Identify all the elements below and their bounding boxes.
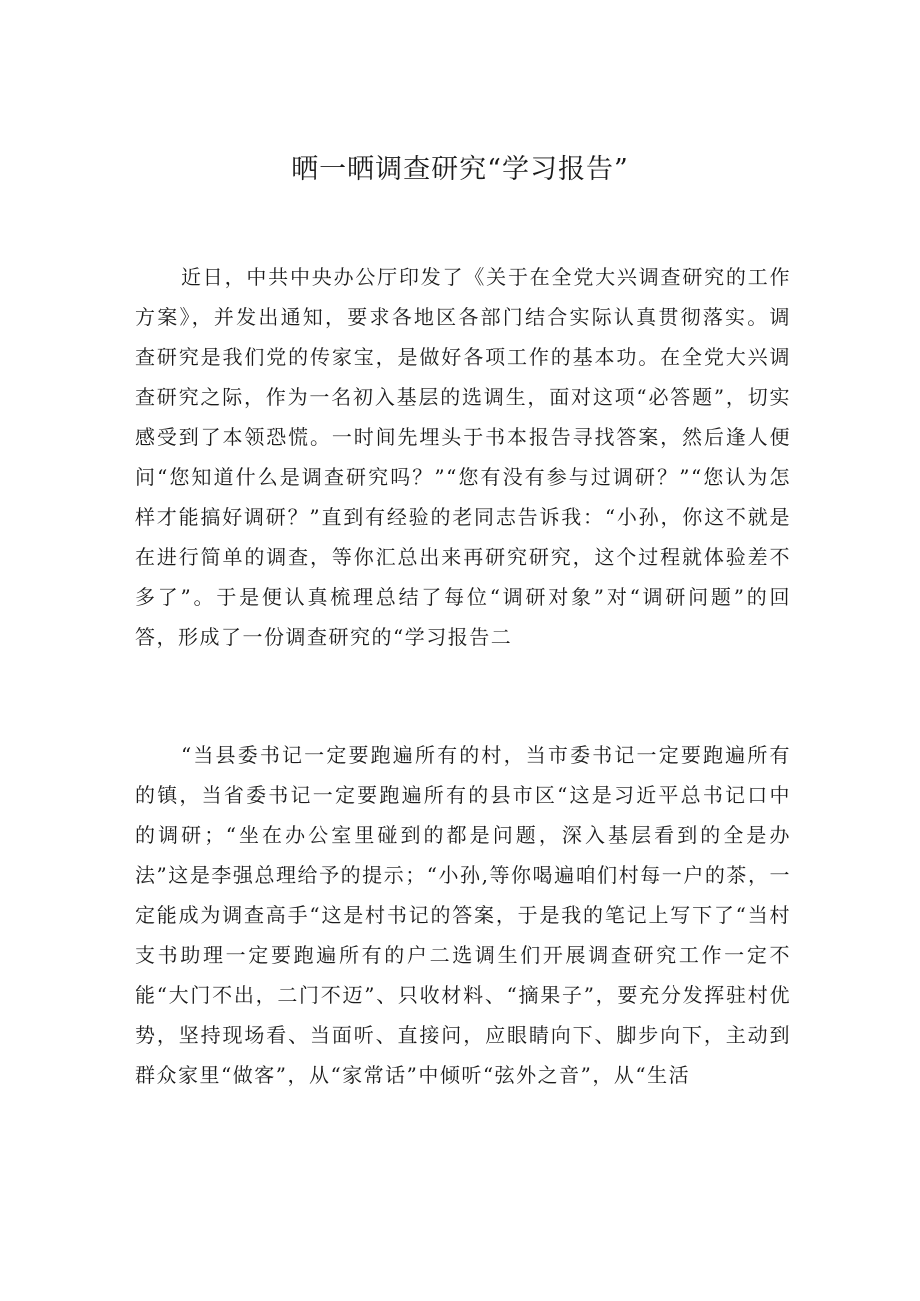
document-title: 晒一晒调查研究“学习报告” bbox=[291, 154, 629, 185]
body-paragraph-2: “当县委书记一定要跑遍所有的村，当市委书记一定要跑遍所有的镇，当省委书记一定要跑遍所有的县市区“这是习近平总书记口中的调研；“坐在办公室里碰到的都是问题，深入基层看到的全是办法”这是李强总理给予的提示；“小孙,等你喝遍咱们村每一户的茶，一定能成为调查高手“这是村书记的答案，于是我的笔记上写下了“当村支书助理一定要跑遍所有的户二选调生们开展调查研究工作一定不能“大门不出，二门不迈”、只收材料、“摘果子”，要充分发挥驻村优势，坚持现场看、当面听、直接问，应眼睛向下、脚步向下，主动到群众家里“做客”，从“家常话”中倾听“弦外之音”，从“生活 bbox=[135, 743, 791, 1087]
body-paragraph-1: 近日，中共中央办公厅印发了《关于在全党大兴调查研究的工作方案》，并发出通知，要求各地区各部门结合实际认真贯彻落实。调查研究是我们党的传家宝，是做好各项工作的基本功。在全党大兴调查研究之际，作为一名初入基层的选调生，面对这项“必答题”，切实感受到了本领恐慌。一时间先埋头于书本报告寻找答案，然后逢人便问“您知道什么是调查研究吗？”“您有没有参与过调研？”“您认为怎样才能搞好调研？”直到有经验的老同志告诉我：“小孙，你这不就是在进行简单的调查，等你汇总出来再研究研究，这个过程就体验差不多了”。于是便认真梳理总结了每位“调研对象”对“调研问题”的回答，形成了一份调查研究的“学习报告二 bbox=[135, 265, 791, 649]
